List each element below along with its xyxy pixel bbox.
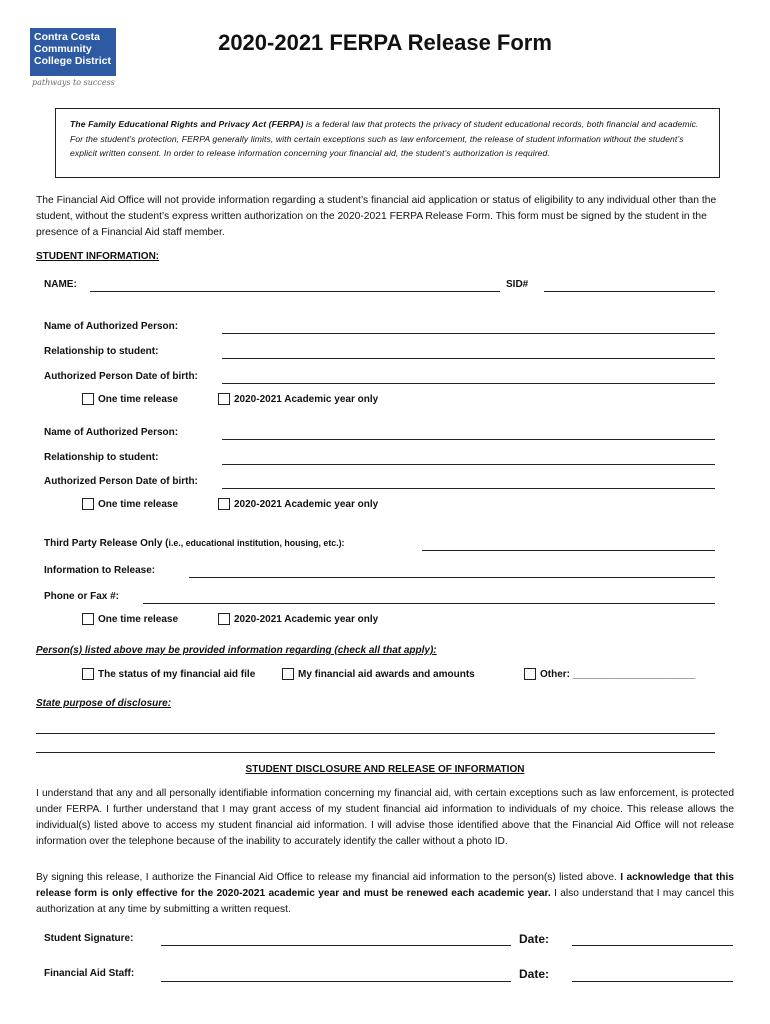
intro-text: is a federal law that protects the privacy of student educational records, both financial and academic. For the student’s protection, FERPA generally limits, with certain exceptions such as law enforcement, the release of student information without the student’s explicit written consent. In order to release information concerning your financial aid, the student’s authorization is required. bbox=[70, 119, 699, 158]
disclosure-heading: STUDENT DISCLOSURE AND RELEASE OF INFORMATION bbox=[245, 764, 525, 775]
relationship-field-1[interactable] bbox=[222, 358, 715, 359]
provided-info-heading: Person(s) listed above may be provided information regarding (check all that apply): bbox=[36, 645, 437, 656]
sid-field[interactable] bbox=[544, 291, 715, 292]
relationship-field-2[interactable] bbox=[222, 464, 715, 465]
disclosure-paragraph-2 bbox=[36, 870, 734, 918]
purpose-field-line-2[interactable] bbox=[36, 752, 715, 753]
staff-date-label: Date: bbox=[519, 967, 550, 981]
checkbox-box[interactable] bbox=[82, 668, 94, 680]
academic-year-checkbox-3[interactable] bbox=[218, 613, 378, 625]
student-date-label: Date: bbox=[519, 932, 550, 946]
para2-end: I also understand that I may cancel this authorization at any time by submitting a written request. bbox=[36, 888, 734, 915]
purpose-heading: State purpose of disclosure: bbox=[36, 698, 172, 709]
one-time-checkbox-1[interactable] bbox=[82, 393, 178, 405]
phone-fax-field[interactable] bbox=[143, 603, 715, 604]
academic-year-label-2: 2020-2021 Academic year only bbox=[234, 498, 379, 510]
student-signature-field[interactable] bbox=[161, 945, 511, 946]
para2-bold: I acknowledge that this release form is only effective for the 2020-2021 academic year and must be renewed each academic year. bbox=[36, 872, 734, 899]
checkbox-box[interactable] bbox=[82, 613, 94, 625]
staff-signature-label: Financial Aid Staff: bbox=[44, 968, 135, 979]
policy-text: The Financial Aid Office will not provide information regarding a student’s financial aid application or status of eligibility to any individual other than the student, without the student’s express written authorization on the 2020-2021 FERPA Release Form. This form must be signed by the student in the presence of a Financial Aid staff member. bbox=[36, 195, 717, 238]
other-label: Other: ______________________ bbox=[540, 668, 696, 680]
checkbox-box[interactable] bbox=[282, 668, 294, 680]
third-party-field[interactable] bbox=[422, 550, 715, 551]
relationship-label-2: Relationship to student: bbox=[44, 452, 159, 463]
form-title: 2020-2021 FERPA Release Form bbox=[218, 30, 552, 55]
sid-label: SID# bbox=[506, 279, 529, 290]
third-party-label-detail: i.e., educational institution, housing, etc.): bbox=[168, 538, 345, 548]
info-release-field[interactable] bbox=[189, 577, 715, 578]
relationship-label-1: Relationship to student: bbox=[44, 346, 159, 357]
disclosure-paragraph-1: I understand that any and all personally identifiable information concerning my financial aid, with certain exceptions such as law enforcement, is protected under FERPA. I further understand that I may grant access of my student financial aid information to individuals of my choice. This release allows the individual(s) listed above to access my student financial aid information. I will advise those identified above that the Financial Aid Office will not release information over the telephone because of the inability to accurately identify the caller without a photo ID. bbox=[36, 788, 734, 847]
authorized-name-field-1[interactable] bbox=[222, 333, 715, 334]
logo-line-3: College District bbox=[34, 55, 112, 67]
one-time-checkbox-2[interactable] bbox=[82, 498, 178, 510]
academic-year-label-1: 2020-2021 Academic year only bbox=[234, 393, 379, 405]
checkbox-box[interactable] bbox=[218, 613, 230, 625]
one-time-checkbox-3[interactable] bbox=[82, 613, 178, 625]
dob-label-2: Authorized Person Date of birth: bbox=[44, 476, 198, 487]
phone-fax-label: Phone or Fax #: bbox=[44, 591, 120, 602]
authorized-name-field-2[interactable] bbox=[222, 439, 715, 440]
ferpa-intro-box bbox=[55, 108, 720, 178]
checkbox-box[interactable] bbox=[82, 498, 94, 510]
awards-label: My financial aid awards and amounts bbox=[298, 668, 475, 680]
purpose-field-line-1[interactable] bbox=[36, 733, 715, 734]
one-time-label-1: One time release bbox=[98, 393, 179, 405]
third-party-label-main: Third Party Release Only ( bbox=[44, 538, 169, 549]
logo-line-1: Contra Costa bbox=[34, 31, 100, 43]
one-time-label-2: One time release bbox=[98, 498, 179, 510]
other-checkbox[interactable] bbox=[524, 668, 695, 680]
student-info-heading: STUDENT INFORMATION: bbox=[36, 251, 160, 262]
academic-year-checkbox-1[interactable] bbox=[218, 393, 378, 405]
student-date-field[interactable] bbox=[572, 945, 733, 946]
checkbox-box[interactable] bbox=[218, 498, 230, 510]
third-party-label bbox=[44, 538, 344, 549]
checkbox-box[interactable] bbox=[82, 393, 94, 405]
authorized-name-label-2: Name of Authorized Person: bbox=[44, 427, 179, 438]
logo-tagline: pathways to success bbox=[32, 78, 115, 87]
dob-label-1: Authorized Person Date of birth: bbox=[44, 371, 198, 382]
academic-year-label-3: 2020-2021 Academic year only bbox=[234, 613, 379, 625]
intro-bold: The Family Educational Rights and Privacy Act (FERPA) bbox=[70, 119, 304, 129]
info-release-label: Information to Release: bbox=[44, 565, 156, 576]
academic-year-checkbox-2[interactable] bbox=[218, 498, 378, 510]
checkbox-box[interactable] bbox=[218, 393, 230, 405]
para2-start: By signing this release, I authorize the Financial Aid Office to release my financial aid information to the person(s) listed above. bbox=[36, 872, 621, 883]
name-field[interactable] bbox=[90, 291, 500, 292]
staff-signature-field[interactable] bbox=[161, 981, 511, 982]
dob-field-2[interactable] bbox=[222, 488, 715, 489]
awards-checkbox[interactable] bbox=[282, 668, 475, 680]
name-label: NAME: bbox=[44, 279, 77, 290]
status-label: The status of my financial aid file bbox=[98, 668, 256, 680]
one-time-label-3: One time release bbox=[98, 613, 179, 625]
status-checkbox[interactable] bbox=[82, 668, 255, 680]
logo-line-2: Community bbox=[34, 43, 92, 55]
staff-date-field[interactable] bbox=[572, 981, 733, 982]
dob-field-1[interactable] bbox=[222, 383, 715, 384]
authorized-name-label-1: Name of Authorized Person: bbox=[44, 321, 179, 332]
student-signature-label: Student Signature: bbox=[44, 933, 134, 944]
checkbox-box[interactable] bbox=[524, 668, 536, 680]
